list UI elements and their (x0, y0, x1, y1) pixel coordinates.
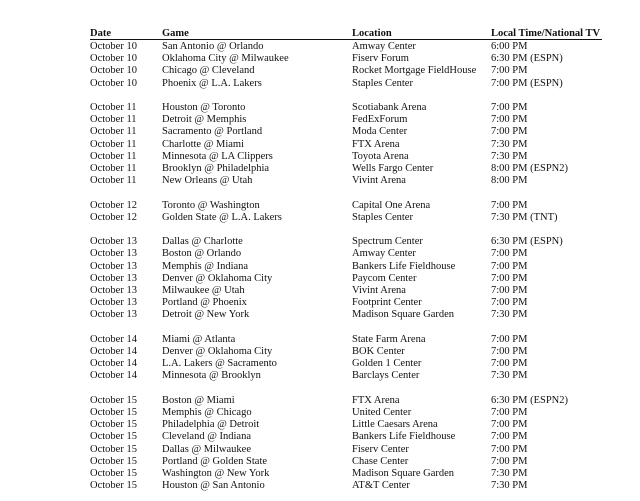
game-time: 7:00 PM (491, 431, 528, 443)
table-row (0, 236, 640, 248)
game-date: October 10 (90, 53, 137, 65)
game-location: Wells Fargo Center (352, 163, 434, 174)
game-date: October 14 (90, 370, 137, 382)
game-location: Capital One Arena (352, 199, 431, 211)
game-location: Footprint Center (352, 297, 422, 309)
game-time: 6:30 PM (ESPN) (491, 53, 563, 65)
game-location: Amway Center (352, 248, 416, 260)
game-matchup: Detroit @ New York (162, 309, 250, 321)
game-matchup: Golden State @ L.A. Lakers (162, 211, 282, 223)
game-matchup: Brooklyn @ Philadelphia (162, 163, 270, 174)
game-date: October 15 (90, 455, 137, 467)
game-matchup: Oklahoma City @ Milwaukee (162, 53, 289, 65)
table-row (0, 285, 640, 297)
game-location: Fiserv Forum (352, 53, 409, 65)
game-date: October 15 (90, 394, 137, 406)
game-date: October 15 (90, 468, 137, 479)
game-date: October 11 (90, 126, 137, 138)
game-matchup: Toronto @ Washington (162, 199, 260, 211)
game-location: Fiserv Center (352, 443, 409, 455)
game-date: October 11 (90, 150, 137, 162)
game-matchup: Memphis @ Chicago (162, 407, 252, 418)
table-row (0, 358, 640, 370)
game-date: October 10 (90, 65, 137, 77)
game-time: 7:00 PM (491, 126, 528, 138)
game-date: October 12 (90, 199, 137, 211)
game-time: 7:00 PM (491, 455, 528, 467)
table-row (0, 407, 640, 419)
table-row (0, 126, 640, 138)
game-location: Spectrum Center (352, 236, 423, 248)
table-row (0, 78, 640, 90)
game-time: 7:00 PM (491, 102, 528, 113)
game-time: 6:00 PM (491, 41, 528, 52)
table-row (0, 248, 640, 260)
game-location: Staples Center (352, 77, 413, 89)
game-time: 7:00 PM (491, 272, 528, 284)
game-location: State Farm Arena (352, 333, 426, 345)
game-date: October 15 (90, 480, 137, 492)
game-date: October 15 (90, 419, 137, 431)
game-date: October 13 (90, 309, 137, 321)
game-time: 7:00 PM (491, 407, 528, 418)
header-location: Location (352, 28, 392, 39)
game-matchup: Memphis @ Indiana (162, 260, 249, 272)
table-row (0, 334, 640, 346)
game-time: 7:00 PM (491, 199, 528, 211)
game-date: October 15 (90, 407, 137, 418)
game-time: 7:00 PM (ESPN) (491, 77, 563, 89)
game-location: FTX Arena (352, 138, 400, 150)
table-row (0, 297, 640, 309)
game-matchup: Chicago @ Cleveland (162, 65, 255, 77)
table-row (0, 261, 640, 273)
game-matchup: Dallas @ Charlotte (162, 236, 243, 248)
game-time: 7:00 PM (491, 260, 528, 272)
game-matchup: Denver @ Oklahoma City (162, 272, 273, 284)
game-location: United Center (352, 407, 412, 418)
game-matchup: Milwaukee @ Utah (162, 285, 245, 296)
table-row (0, 480, 640, 492)
game-time: 7:00 PM (491, 65, 528, 77)
table-row (0, 395, 640, 407)
game-matchup: Detroit @ Memphis (162, 114, 247, 126)
game-date: October 14 (90, 333, 137, 345)
game-location: Chase Center (352, 455, 409, 467)
table-row (0, 139, 640, 151)
header-game: Game (162, 28, 189, 39)
game-matchup: Minnesota @ Brooklyn (162, 370, 261, 382)
table-row (0, 456, 640, 468)
game-matchup: Houston @ San Antonio (162, 480, 265, 492)
game-location: BOK Center (352, 346, 405, 357)
game-location: Vivint Arena (352, 175, 406, 187)
game-date: October 14 (90, 358, 137, 370)
game-location: AT&T Center (352, 480, 410, 492)
game-time: 7:30 PM (TNT) (491, 211, 558, 223)
table-row (0, 102, 640, 114)
game-location: Staples Center (352, 211, 413, 223)
game-date: October 11 (90, 163, 137, 174)
game-location: Bankers Life Fieldhouse (352, 260, 456, 272)
game-date: October 13 (90, 248, 137, 260)
game-time: 7:00 PM (491, 346, 528, 357)
game-time: 7:00 PM (491, 333, 528, 345)
table-row (0, 431, 640, 443)
game-time: 6:30 PM (ESPN2) (491, 394, 569, 406)
game-date: October 10 (90, 77, 137, 89)
game-matchup: Cleveland @ Indiana (162, 431, 251, 443)
game-matchup: San Antonio @ Orlando (162, 41, 264, 52)
game-matchup: Houston @ Toronto (162, 102, 246, 113)
game-location: Scotiabank Arena (352, 102, 427, 113)
game-date: October 13 (90, 297, 137, 309)
game-time: 7:00 PM (491, 443, 528, 455)
table-row (0, 53, 640, 65)
game-date: October 13 (90, 285, 137, 296)
game-date: October 11 (90, 114, 137, 126)
game-location: Madison Square Garden (352, 468, 455, 479)
game-date: October 11 (90, 175, 137, 187)
game-time: 7:00 PM (491, 358, 528, 370)
game-time: 7:00 PM (491, 248, 528, 260)
game-matchup: Boston @ Orlando (162, 248, 242, 260)
game-date: October 15 (90, 443, 137, 455)
game-matchup: Philadelphia @ Detroit (162, 419, 260, 431)
game-time: 7:30 PM (491, 309, 528, 321)
game-matchup: Denver @ Oklahoma City (162, 346, 273, 357)
header-time: Local Time/National TV (491, 28, 601, 39)
game-location: FedExForum (352, 114, 408, 126)
table-row (0, 114, 640, 126)
header-date: Date (90, 28, 111, 39)
table-row (0, 65, 640, 77)
game-time: 7:30 PM (491, 480, 528, 492)
game-matchup: L.A. Lakers @ Sacramento (162, 358, 277, 370)
game-location: Amway Center (352, 41, 416, 52)
game-matchup: Charlotte @ Miami (162, 138, 244, 150)
game-date: October 11 (90, 138, 137, 150)
table-row (0, 309, 640, 321)
game-time: 7:30 PM (491, 138, 528, 150)
game-time: 7:00 PM (491, 419, 528, 431)
game-time: 8:00 PM (491, 175, 528, 187)
game-matchup: Portland @ Phoenix (162, 297, 247, 309)
table-row (0, 163, 640, 175)
game-matchup: Minnesota @ LA Clippers (162, 150, 273, 162)
game-location: Little Caesars Arena (352, 419, 438, 431)
game-time: 7:30 PM (491, 468, 528, 479)
game-date: October 13 (90, 260, 137, 272)
game-time: 6:30 PM (ESPN) (491, 236, 563, 248)
table-row (0, 273, 640, 285)
game-time: 7:00 PM (491, 114, 528, 126)
header-divider (90, 39, 602, 40)
game-location: Bankers Life Fieldhouse (352, 431, 456, 443)
game-location: Moda Center (352, 126, 408, 138)
game-location: Madison Square Garden (352, 309, 455, 321)
table-row (0, 346, 640, 358)
table-row (0, 151, 640, 163)
game-matchup: New Orleans @ Utah (162, 175, 253, 187)
table-row (0, 444, 640, 456)
game-matchup: Miami @ Atlanta (162, 333, 236, 345)
game-time: 7:00 PM (491, 297, 528, 309)
game-date: October 15 (90, 431, 137, 443)
game-location: Rocket Mortgage FieldHouse (352, 65, 477, 77)
table-row (0, 175, 640, 187)
game-date: October 13 (90, 272, 137, 284)
game-matchup: Portland @ Golden State (162, 455, 268, 467)
table-row (0, 41, 640, 53)
game-matchup: Dallas @ Milwaukee (162, 443, 251, 455)
table-row (0, 212, 640, 224)
game-location: Barclays Center (352, 370, 420, 382)
table-row (0, 468, 640, 480)
game-date: October 13 (90, 236, 137, 248)
game-date: October 10 (90, 41, 137, 52)
game-location: Vivint Arena (352, 285, 406, 296)
game-date: October 11 (90, 102, 137, 113)
table-row (0, 419, 640, 431)
game-location: Toyota Arena (352, 150, 409, 162)
game-location: Paycom Center (352, 272, 417, 284)
game-location: FTX Arena (352, 394, 400, 406)
table-row (0, 370, 640, 382)
table-row (0, 200, 640, 212)
game-matchup: Washington @ New York (162, 468, 270, 479)
game-matchup: Boston @ Miami (162, 394, 235, 406)
game-date: October 14 (90, 346, 137, 357)
game-time: 8:00 PM (ESPN2) (491, 163, 569, 174)
game-time: 7:30 PM (491, 150, 528, 162)
game-matchup: Sacramento @ Portland (162, 126, 263, 138)
game-matchup: Phoenix @ L.A. Lakers (162, 77, 262, 89)
game-time: 7:00 PM (491, 285, 528, 296)
game-time: 7:30 PM (491, 370, 528, 382)
game-date: October 12 (90, 211, 137, 223)
game-location: Golden 1 Center (352, 358, 422, 370)
